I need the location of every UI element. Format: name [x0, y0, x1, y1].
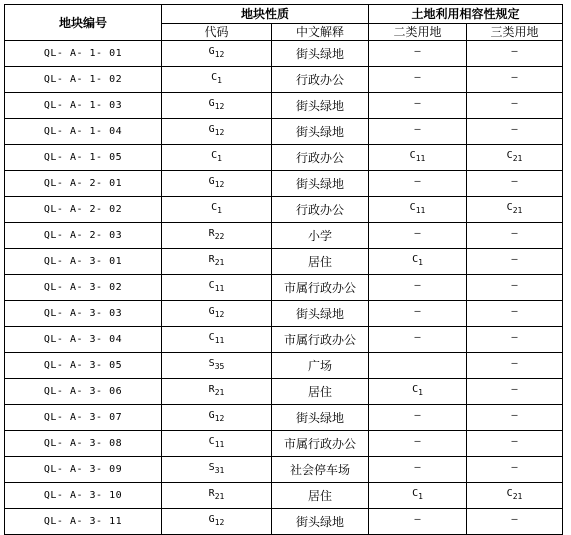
plot-id-cell: QL- A- 1- 03 — [5, 93, 162, 119]
class3-sub: 21 — [512, 206, 523, 215]
class3-main: – — [511, 228, 518, 239]
class2-cell — [369, 223, 467, 249]
class3-cell — [467, 41, 563, 67]
land-code-cell — [162, 197, 272, 223]
land-code-cell — [162, 145, 272, 171]
header-code: 代码 — [162, 24, 272, 41]
class2-main: – — [414, 462, 421, 473]
class3-cell — [467, 171, 563, 197]
plot-id-cell: QL- A- 3- 01 — [5, 249, 162, 275]
class3-main: – — [511, 358, 518, 369]
land-code-sub: 11 — [214, 336, 225, 345]
land-code-cell — [162, 379, 272, 405]
land-code-sub: 1 — [217, 76, 222, 85]
class3-cell — [467, 457, 563, 483]
header-compat: 土地利用相容性规定 — [369, 5, 563, 24]
class2-main: – — [414, 98, 421, 109]
land-code-main: C — [208, 436, 215, 447]
land-code-main: R — [208, 254, 215, 265]
land-code-sub: 35 — [214, 362, 225, 371]
meaning-cell: 街头绿地 — [272, 509, 369, 535]
class3-cell — [467, 431, 563, 457]
class2-main: C — [412, 488, 419, 499]
table-row — [5, 405, 563, 431]
class3-main: – — [511, 306, 518, 317]
plot-id-cell: QL- A- 3- 07 — [5, 405, 162, 431]
land-code-main: S — [208, 358, 215, 369]
land-code-sub: 22 — [214, 232, 225, 241]
meaning-cell: 街头绿地 — [272, 119, 369, 145]
class2-main: C — [409, 202, 416, 213]
class2-main: – — [414, 514, 421, 525]
meaning-cell: 街头绿地 — [272, 405, 369, 431]
table-row — [5, 379, 563, 405]
table-row — [5, 119, 563, 145]
land-code-main: C — [211, 72, 218, 83]
class3-cell — [467, 249, 563, 275]
class3-main: – — [511, 410, 518, 421]
header-meaning: 中文解释 — [272, 24, 369, 41]
meaning-cell: 居住 — [272, 379, 369, 405]
land-use-table — [4, 4, 563, 535]
class2-main: – — [414, 306, 421, 317]
class2-main: – — [414, 72, 421, 83]
plot-id-cell: QL- A- 3- 05 — [5, 353, 162, 379]
table-body — [5, 41, 563, 535]
land-code-main: C — [211, 202, 218, 213]
class3-main: – — [511, 46, 518, 57]
class2-cell — [369, 327, 467, 353]
class3-main: C — [506, 150, 513, 161]
table-row — [5, 93, 563, 119]
land-code-sub: 12 — [214, 518, 225, 527]
class3-cell — [467, 93, 563, 119]
header-nature: 地块性质 — [162, 5, 369, 24]
class3-main: – — [511, 436, 518, 447]
table-row — [5, 431, 563, 457]
land-code-sub: 21 — [214, 258, 225, 267]
land-code-cell — [162, 353, 272, 379]
class3-sub: 21 — [512, 492, 523, 501]
land-code-cell — [162, 119, 272, 145]
land-code-main: G — [208, 46, 215, 57]
class3-cell — [467, 197, 563, 223]
class3-cell — [467, 509, 563, 535]
class2-main: – — [414, 410, 421, 421]
class3-main: – — [511, 332, 518, 343]
class3-cell — [467, 275, 563, 301]
meaning-cell: 社会停车场 — [272, 457, 369, 483]
plot-id-cell: QL- A- 1- 05 — [5, 145, 162, 171]
table-row — [5, 301, 563, 327]
land-code-cell — [162, 41, 272, 67]
land-code-sub: 31 — [214, 466, 225, 475]
class3-cell — [467, 145, 563, 171]
class2-main: C — [412, 384, 419, 395]
class2-main: – — [414, 332, 421, 343]
meaning-cell: 街头绿地 — [272, 171, 369, 197]
land-code-cell — [162, 171, 272, 197]
class2-main: – — [414, 228, 421, 239]
land-code-sub: 12 — [214, 414, 225, 423]
class3-main: – — [511, 462, 518, 473]
land-code-sub: 11 — [214, 284, 225, 293]
land-code-cell — [162, 223, 272, 249]
class2-main: C — [412, 254, 419, 265]
land-code-main: G — [208, 98, 215, 109]
meaning-cell: 市属行政办公 — [272, 431, 369, 457]
class2-cell — [369, 249, 467, 275]
class3-main: C — [506, 488, 513, 499]
class2-main: – — [414, 436, 421, 447]
land-code-sub: 21 — [214, 388, 225, 397]
table-row — [5, 483, 563, 509]
meaning-cell: 行政办公 — [272, 197, 369, 223]
class3-main: – — [511, 98, 518, 109]
table-row — [5, 41, 563, 67]
class3-cell — [467, 405, 563, 431]
class3-cell — [467, 223, 563, 249]
class2-sub: 1 — [418, 258, 423, 267]
class3-cell — [467, 67, 563, 93]
class3-cell — [467, 327, 563, 353]
land-code-cell — [162, 301, 272, 327]
land-code-main: R — [208, 488, 215, 499]
plot-id-cell: QL- A- 2- 02 — [5, 197, 162, 223]
land-code-main: R — [208, 228, 215, 239]
class2-main: – — [414, 280, 421, 291]
land-code-main: S — [208, 462, 215, 473]
class3-cell — [467, 353, 563, 379]
class3-main: – — [511, 176, 518, 187]
meaning-cell: 居住 — [272, 249, 369, 275]
land-code-cell — [162, 93, 272, 119]
plot-id-cell: QL- A- 1- 01 — [5, 41, 162, 67]
table-row — [5, 353, 563, 379]
meaning-cell: 街头绿地 — [272, 301, 369, 327]
class2-cell — [369, 301, 467, 327]
class2-cell — [369, 41, 467, 67]
table-row — [5, 509, 563, 535]
land-code-cell — [162, 67, 272, 93]
class3-sub: 21 — [512, 154, 523, 163]
land-code-main: G — [208, 514, 215, 525]
land-code-main: G — [208, 124, 215, 135]
class3-cell — [467, 119, 563, 145]
plot-id-cell: QL- A- 3- 02 — [5, 275, 162, 301]
land-code-sub: 1 — [217, 206, 222, 215]
class2-cell — [369, 483, 467, 509]
land-code-cell — [162, 327, 272, 353]
land-code-sub: 12 — [214, 128, 225, 137]
land-code-main: R — [208, 384, 215, 395]
land-code-cell — [162, 249, 272, 275]
header-class2: 二类用地 — [369, 24, 467, 41]
land-code-cell — [162, 483, 272, 509]
land-code-sub: 12 — [214, 50, 225, 59]
table-row — [5, 67, 563, 93]
class2-main: – — [414, 124, 421, 135]
land-code-sub: 11 — [214, 440, 225, 449]
meaning-cell: 小学 — [272, 223, 369, 249]
class2-main: – — [414, 46, 421, 57]
table-row — [5, 145, 563, 171]
plot-id-cell: QL- A- 1- 02 — [5, 67, 162, 93]
plot-id-cell: QL- A- 3- 09 — [5, 457, 162, 483]
class2-cell — [369, 405, 467, 431]
table-row — [5, 457, 563, 483]
land-code-sub: 1 — [217, 154, 222, 163]
class2-main: C — [409, 150, 416, 161]
plot-id-cell: QL- A- 3- 08 — [5, 431, 162, 457]
land-code-cell — [162, 275, 272, 301]
class3-main: – — [511, 72, 518, 83]
table-row — [5, 197, 563, 223]
meaning-cell: 街头绿地 — [272, 93, 369, 119]
class3-main: – — [511, 254, 518, 265]
table-row — [5, 275, 563, 301]
land-code-cell — [162, 457, 272, 483]
class2-sub: 1 — [418, 492, 423, 501]
meaning-cell: 市属行政办公 — [272, 275, 369, 301]
land-code-sub: 12 — [214, 310, 225, 319]
class3-main: C — [506, 202, 513, 213]
class3-cell — [467, 483, 563, 509]
table-row — [5, 171, 563, 197]
class3-main: – — [511, 124, 518, 135]
land-code-main: C — [208, 280, 215, 291]
plot-id-cell: QL- A- 3- 10 — [5, 483, 162, 509]
class3-main: – — [511, 280, 518, 291]
class2-cell — [369, 379, 467, 405]
plot-id-cell: QL- A- 3- 06 — [5, 379, 162, 405]
class2-cell — [369, 197, 467, 223]
meaning-cell: 居住 — [272, 483, 369, 509]
land-code-main: C — [211, 150, 218, 161]
class2-cell — [369, 119, 467, 145]
plot-id-cell: QL- A- 3- 04 — [5, 327, 162, 353]
land-code-main: G — [208, 306, 215, 317]
class3-cell — [467, 301, 563, 327]
table-row — [5, 249, 563, 275]
header-row-1 — [5, 5, 563, 24]
plot-id-cell: QL- A- 3- 03 — [5, 301, 162, 327]
plot-id-cell: QL- A- 2- 01 — [5, 171, 162, 197]
meaning-cell: 行政办公 — [272, 67, 369, 93]
land-code-main: C — [208, 332, 215, 343]
class2-sub: 11 — [415, 206, 426, 215]
class2-sub: 11 — [415, 154, 426, 163]
meaning-cell: 广场 — [272, 353, 369, 379]
class2-main: – — [414, 176, 421, 187]
class2-cell — [369, 275, 467, 301]
class3-main: – — [511, 514, 518, 525]
meaning-cell: 街头绿地 — [272, 41, 369, 67]
land-code-sub: 12 — [214, 102, 225, 111]
plot-id-cell: QL- A- 2- 03 — [5, 223, 162, 249]
table-row — [5, 327, 563, 353]
land-code-sub: 21 — [214, 492, 225, 501]
class2-cell — [369, 353, 467, 379]
land-code-cell — [162, 431, 272, 457]
class2-cell — [369, 509, 467, 535]
land-code-main: G — [208, 410, 215, 421]
plot-id-cell: QL- A- 3- 11 — [5, 509, 162, 535]
land-code-sub: 12 — [214, 180, 225, 189]
meaning-cell: 市属行政办公 — [272, 327, 369, 353]
class3-cell — [467, 379, 563, 405]
plot-id-cell: QL- A- 1- 04 — [5, 119, 162, 145]
class2-cell — [369, 93, 467, 119]
land-code-main: G — [208, 176, 215, 187]
land-code-cell — [162, 509, 272, 535]
table-row — [5, 223, 563, 249]
meaning-cell: 行政办公 — [272, 145, 369, 171]
class2-sub: 1 — [418, 388, 423, 397]
class2-cell — [369, 145, 467, 171]
header-class3: 三类用地 — [467, 24, 563, 41]
class2-cell — [369, 171, 467, 197]
class2-cell — [369, 431, 467, 457]
land-code-cell — [162, 405, 272, 431]
header-plot-id: 地块编号 — [5, 5, 162, 41]
class3-main: – — [511, 384, 518, 395]
class2-cell — [369, 457, 467, 483]
class2-cell — [369, 67, 467, 93]
